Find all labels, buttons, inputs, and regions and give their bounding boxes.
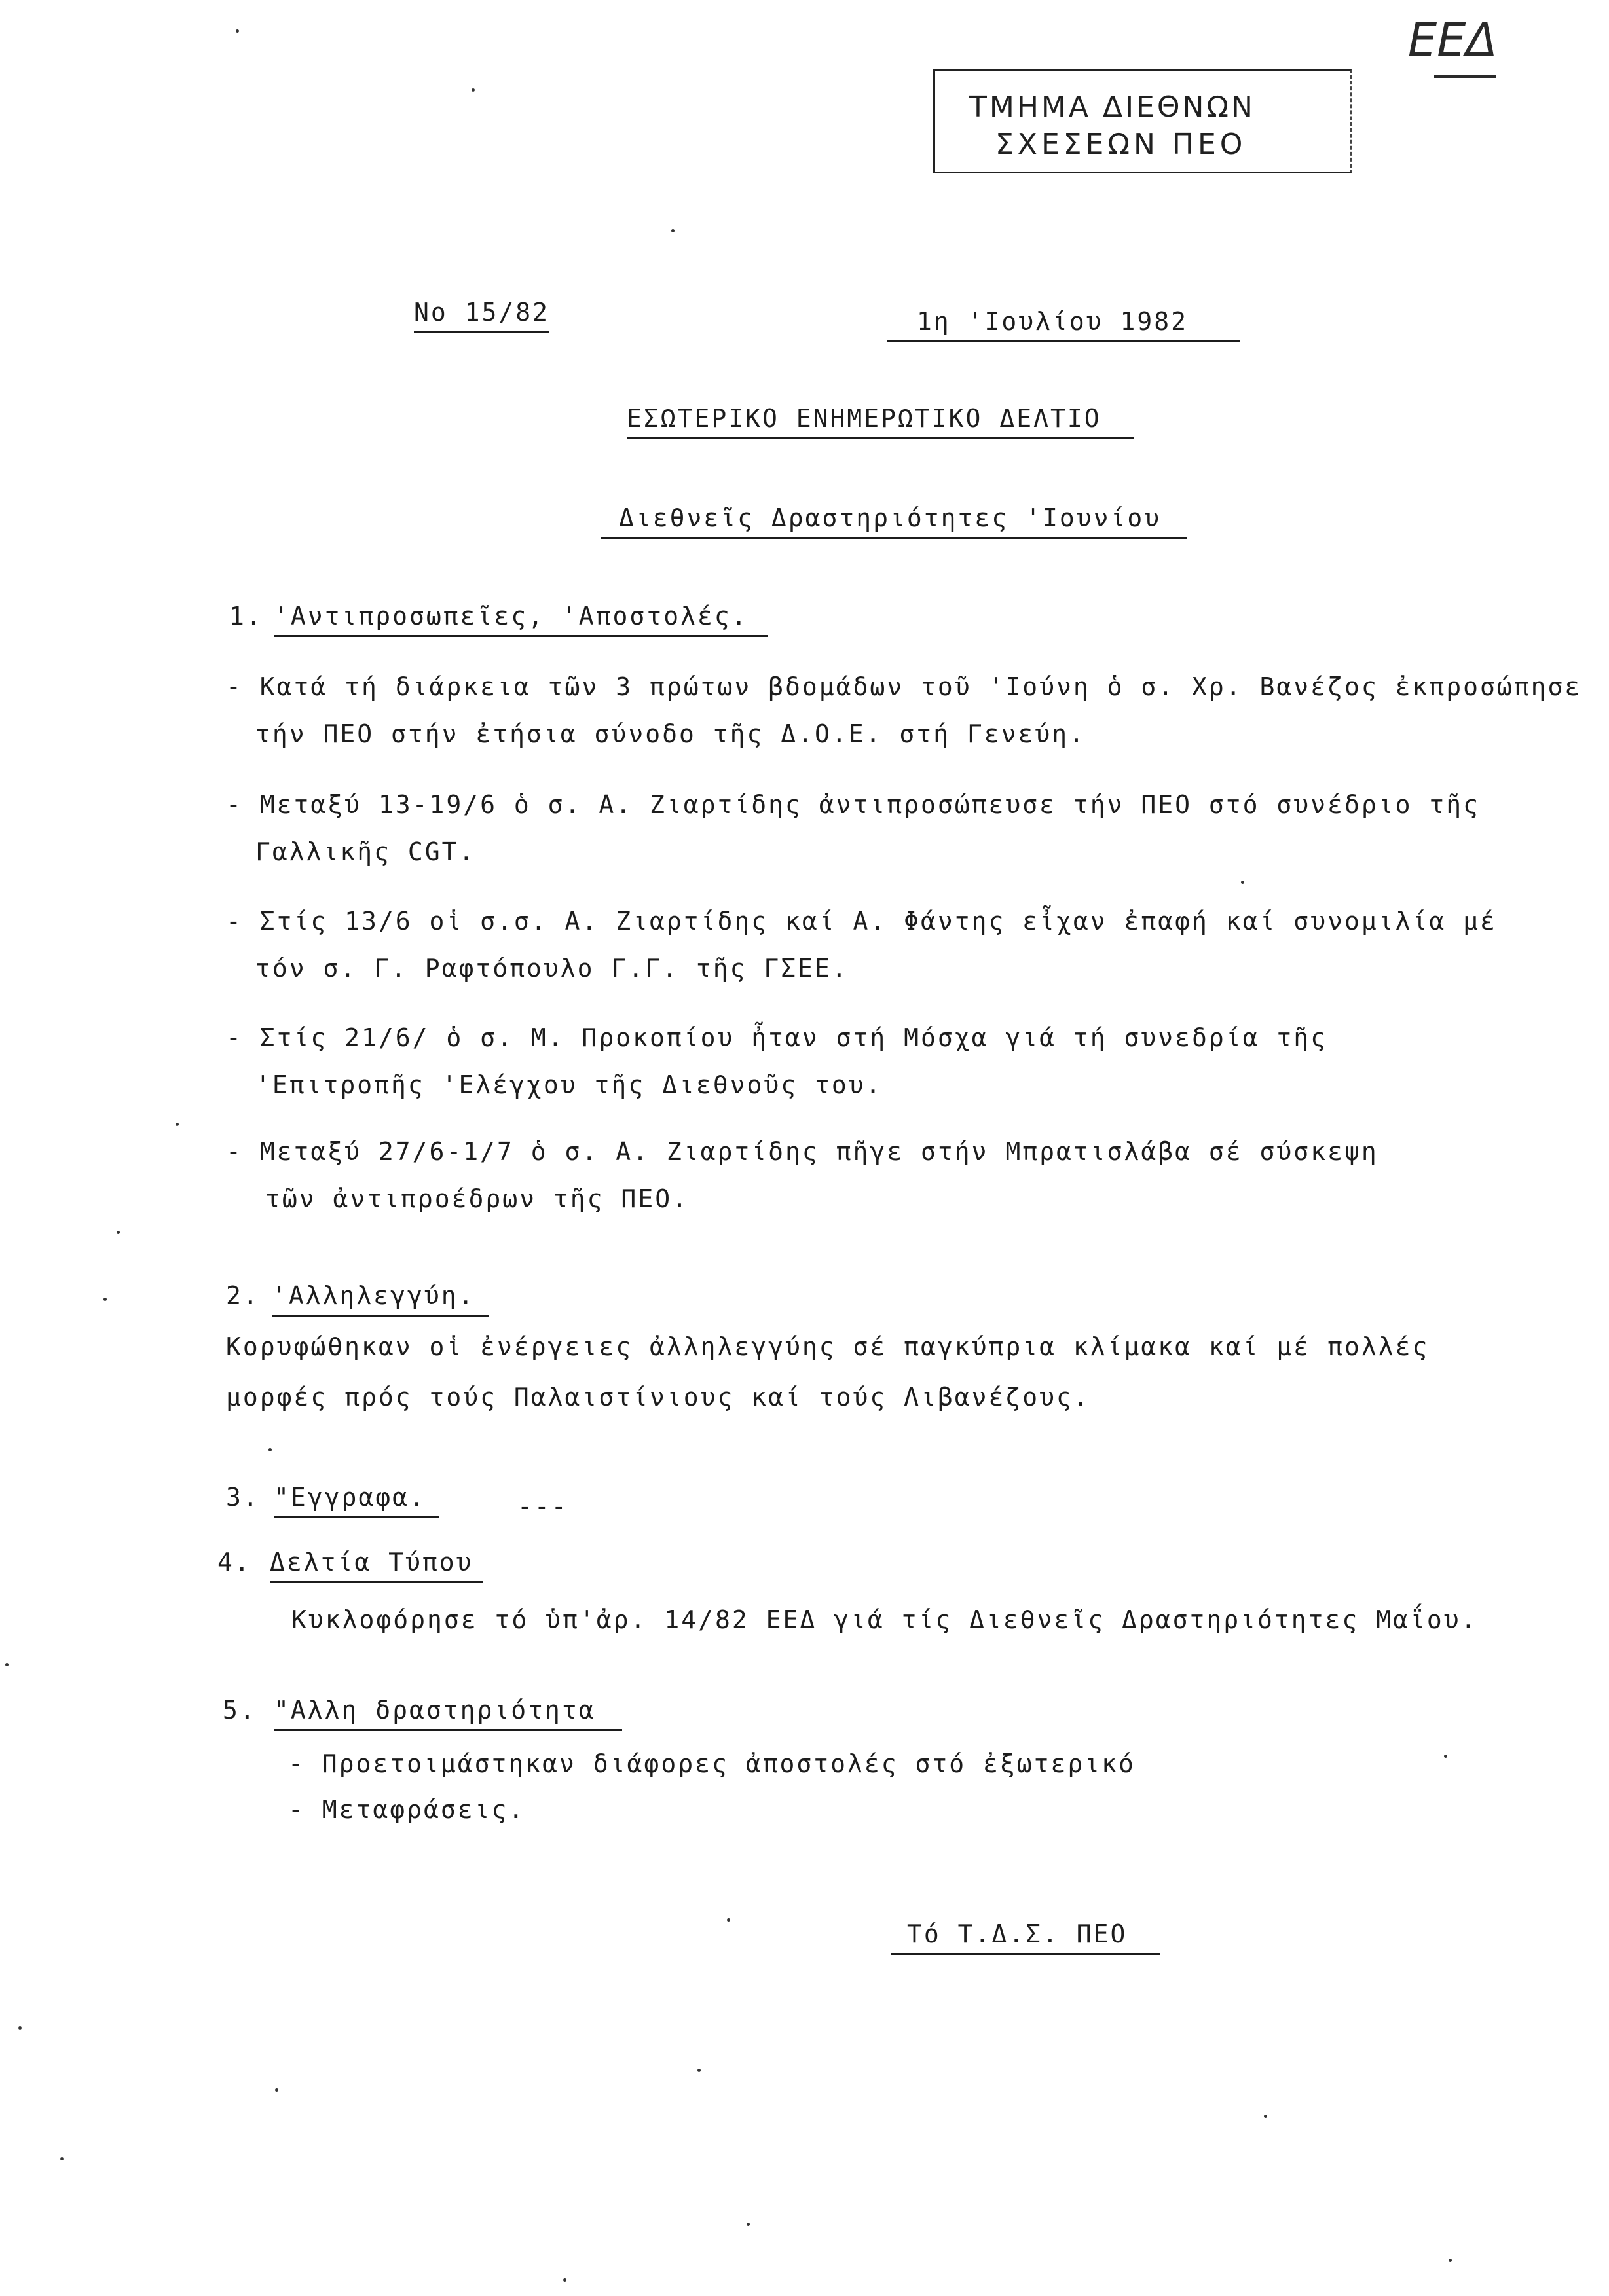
scan-speck [103, 1298, 107, 1301]
scan-speck [236, 29, 239, 33]
department-stamp [933, 69, 1352, 173]
scan-speck [117, 1231, 120, 1234]
section-5-heading: "Αλλη δραστηριότητα [274, 1698, 622, 1731]
s1-item-2-line-1: - Μεταξύ 13-19/6 ὁ σ. Α. Ζιαρτίδης ἀντιπροσώπευσε τήν ΠΕΟ στό συνέδριο τῆς [226, 790, 1480, 819]
stamp-line-2: ΣΧΕΣΕΩΝ ΠΕΟ [995, 128, 1247, 161]
scan-speck [5, 1663, 9, 1666]
s4-line-1: Κυκλοφόρησε τό ὑπ'ἀρ. 14/82 ΕΕΔ γιά τίς Διεθνεῖς Δραστηριότητες Μαΐου. [291, 1605, 1478, 1634]
s1-item-1-line-1: - Κατά τή διάρκεια τῶν 3 πρώτων βδομάδων τοῦ 'Ιούνη ὁ σ. Χρ. Βανέζος ἐκπροσώπησε [226, 672, 1582, 701]
section-4-heading: Δελτία Τύπου [270, 1550, 483, 1583]
document-number: Νο 15/82 [414, 300, 549, 333]
scan-speck [1449, 2259, 1452, 2262]
scan-speck [747, 2223, 750, 2226]
scan-speck [697, 2069, 701, 2072]
corner-handwritten-mark: ΕΕΔ [1408, 13, 1498, 67]
scan-speck [472, 88, 475, 92]
s1-item-5-line-2: τῶν ἀντιπροέδρων τῆς ΠΕΟ. [265, 1184, 689, 1213]
section-3-dash: --- [517, 1492, 568, 1521]
scan-speck [1444, 1755, 1447, 1758]
scan-speck [1241, 881, 1244, 884]
scan-speck [268, 1448, 272, 1451]
scan-speck [1264, 2115, 1267, 2118]
section-3-heading: "Εγγραφα. [274, 1485, 439, 1518]
section-4-number: 4. [217, 1548, 251, 1576]
scan-speck [671, 229, 675, 232]
scan-speck [176, 1123, 179, 1126]
s5-bullet-2: - Μεταφράσεις. [288, 1795, 526, 1824]
scan-speck [563, 2278, 566, 2282]
section-1-heading: 'Αντιπροσωπεῖες, 'Αποστολές. [274, 604, 768, 637]
s5-bullet-1: - Προετοιμάστηκαν διάφορες ἀποστολές στό ἐξωτερικό [288, 1749, 1136, 1778]
s1-item-3-line-1: - Στίς 13/6 οἱ σ.σ. Α. Ζιαρτίδης καί Α. Φάντης εἶχαν ἐπαφή καί συνομιλία μέ [226, 907, 1497, 936]
s2-line-1: Κορυφώθηκαν οἱ ἐνέργειες ἀλληλεγγύης σέ παγκύπρια κλίμακα καί μέ πολλές [226, 1332, 1430, 1361]
signature: Τό Τ.Δ.Σ. ΠΕΟ [891, 1922, 1160, 1955]
s1-item-4-line-1: - Στίς 21/6/ ὁ σ. Μ. Προκοπίου ἦταν στή Μόσχα γιά τή συνεδρία τῆς [226, 1023, 1328, 1052]
document-date: 1η 'Ιουλίου 1982 [887, 309, 1240, 342]
section-5-number: 5. [223, 1696, 257, 1724]
section-1-number: 1. [229, 602, 263, 630]
scan-speck [727, 1918, 730, 1922]
section-2-number: 2. [226, 1281, 260, 1310]
scan-speck [275, 2088, 278, 2092]
stamp-line-1: ΤΜΗΜΑ ΔΙΕΘΝΩΝ [969, 90, 1255, 124]
s1-item-5-line-1: - Μεταξύ 27/6-1/7 ὁ σ. Α. Ζιαρτίδης πῆγε στήν Μπρατισλάβα σέ σύσκεψη [226, 1137, 1378, 1166]
document-subtitle: Διεθνεῖς Δραστηριότητες 'Ιουνίου [601, 505, 1187, 539]
s1-item-1-line-2: τήν ΠΕΟ στήν ἐτήσια σύνοδο τῆς Δ.Ο.Ε. στή Γενεύη. [255, 720, 1086, 748]
scan-speck [18, 2026, 22, 2030]
s1-item-4-line-2: 'Επιτροπῆς 'Ελέγχου τῆς Διεθνοῦς του. [255, 1070, 883, 1099]
s1-item-2-line-2: Γαλλικῆς CGT. [255, 837, 476, 866]
s2-line-2: μορφές πρός τούς Παλαιστίνιους καί τούς Λιβανέζους. [226, 1383, 1090, 1412]
s1-item-3-line-2: τόν σ. Γ. Ραφτόπουλο Γ.Γ. τῆς ΓΣΕΕ. [255, 954, 849, 983]
section-3-number: 3. [226, 1483, 260, 1512]
scan-speck [60, 2157, 64, 2160]
corner-mark-underline [1434, 75, 1496, 78]
document-title: ΕΣΩΤΕΡΙΚΟ ΕΝΗΜΕΡΩΤΙΚΟ ΔΕΛΤΙΟ [627, 406, 1134, 439]
section-2-heading: 'Αλληλεγγύη. [272, 1283, 489, 1317]
